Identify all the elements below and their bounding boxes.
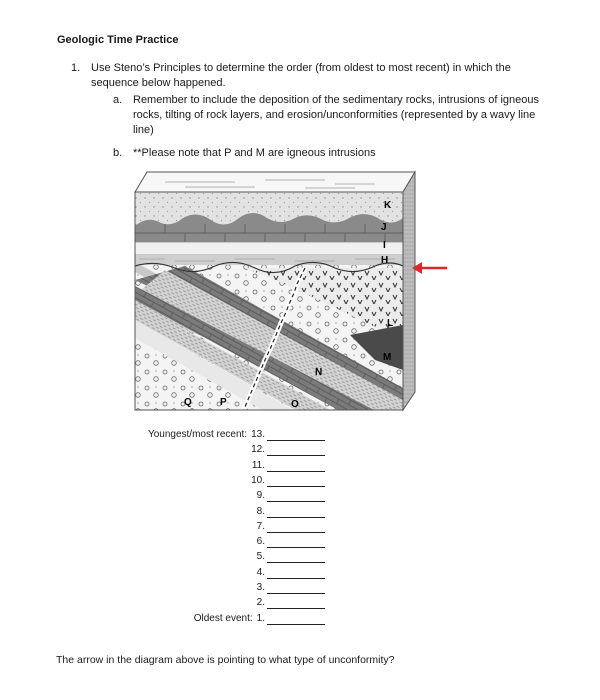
label-i: I: [383, 240, 386, 251]
answer-row: [0, 550, 265, 564]
answer-row: [0, 428, 265, 442]
sub-item-b-text: **Please note that P and M are igneous intrusions: [133, 147, 376, 159]
answer-number-text: 10.: [251, 474, 265, 486]
question-text: Use Steno’s Principles to determine the order (from oldest to most recent) in which the sequence below happened.: [91, 62, 511, 89]
answer-number-text: 9.: [256, 490, 265, 502]
answer-row: [0, 489, 265, 503]
answer-number: [257, 489, 265, 503]
answer-number-text: 6.: [256, 536, 265, 548]
sub-item-a-label: a.: [113, 94, 123, 106]
answer-row: [0, 612, 265, 626]
answer-row: [0, 520, 265, 534]
answer-blank[interactable]: [267, 517, 325, 518]
geologic-block-diagram: [125, 160, 455, 415]
answer-number-text: 4.: [256, 566, 265, 578]
label-h: H: [381, 255, 389, 266]
answer-number: [148, 428, 265, 442]
answer-row: [0, 596, 265, 610]
answer-blank[interactable]: [267, 562, 325, 563]
label-n: N: [315, 367, 323, 378]
footer-question: The arrow in the diagram above is pointing to what type of unconformity?: [56, 654, 395, 666]
answer-row: [0, 443, 265, 457]
label-q: Q: [184, 397, 192, 408]
answer-blank[interactable]: [267, 608, 325, 609]
label-p: P: [220, 397, 227, 408]
answer-number-text: 7.: [256, 520, 265, 532]
answer-number-text: 3.: [256, 582, 265, 593]
page-title: Geologic Time Practice: [57, 34, 179, 46]
label-k: K: [384, 200, 392, 211]
answer-blank[interactable]: [267, 486, 325, 487]
red-arrow-icon: [412, 262, 447, 274]
answer-blank[interactable]: [267, 578, 325, 579]
answer-number-text: 1.: [256, 612, 265, 624]
answer-row: [0, 581, 265, 595]
oldest-label: Oldest event:: [193, 612, 253, 624]
answer-blank[interactable]: [267, 440, 325, 441]
answer-row: [0, 535, 265, 549]
answer-number: [257, 535, 265, 549]
answer-number: [251, 443, 265, 457]
answer-blank[interactable]: [267, 624, 325, 625]
label-j: J: [381, 222, 387, 233]
answer-blank[interactable]: [267, 547, 325, 548]
sub-item-b-label: b.: [113, 147, 123, 159]
answer-blank[interactable]: [267, 532, 325, 533]
answer-blank[interactable]: [267, 501, 325, 502]
answer-number: [251, 474, 265, 488]
question-number: 1.: [71, 62, 81, 74]
answer-number: [257, 566, 265, 580]
answer-number: [257, 581, 265, 595]
answer-number-text: 12.: [251, 444, 265, 456]
answer-number-text: 5.: [256, 551, 265, 563]
answer-row: [0, 566, 265, 580]
label-o: O: [291, 399, 299, 410]
answer-number-text: 8.: [256, 505, 265, 517]
answer-number: [252, 459, 265, 473]
answer-number: [194, 612, 265, 626]
answer-number: [257, 520, 265, 534]
answer-number-text: 13.: [251, 429, 265, 440]
answer-row: [0, 474, 265, 488]
answer-number-text: 2.: [256, 597, 265, 609]
youngest-label: Youngest/most recent:: [147, 429, 248, 440]
answer-number-text: 11.: [251, 459, 265, 471]
answer-number: [257, 550, 265, 564]
sub-item-a-text: Remember to include the deposition of the sedimentary rocks, intrusions of igneous rocks, tilting of rock layers, and erosion/unconformities (represented by a wavy line line): [133, 94, 539, 136]
answer-number: [257, 596, 265, 610]
answer-row: [0, 459, 265, 473]
label-m: M: [383, 352, 392, 363]
answer-number: [257, 505, 265, 519]
answer-row: [0, 505, 265, 519]
answer-blank[interactable]: [267, 471, 325, 472]
answer-blank[interactable]: [267, 455, 325, 456]
label-l: L: [387, 318, 394, 329]
answer-blank[interactable]: [267, 593, 325, 594]
